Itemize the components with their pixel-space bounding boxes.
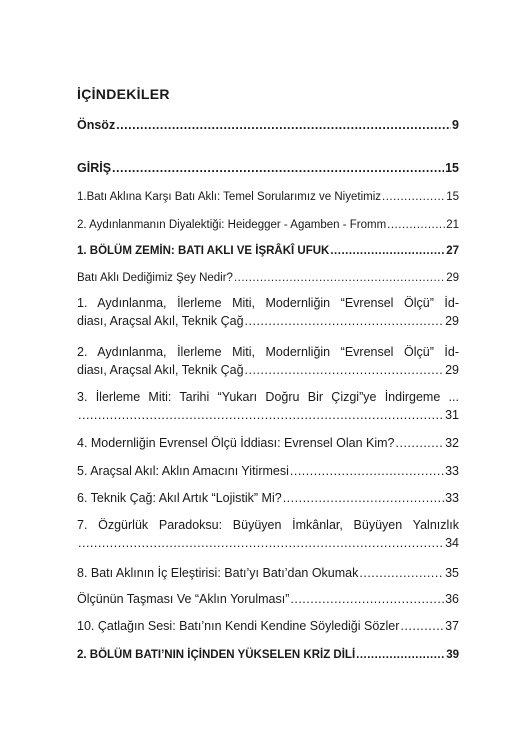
toc-entry (77, 462, 459, 480)
toc-entry-title: Batı Aklı Dediğimiz Şey Nedir? (77, 272, 233, 284)
toc-entry (77, 269, 459, 287)
toc-entry (77, 434, 459, 452)
dot-leader (396, 434, 445, 452)
toc-entry-title: diası, Araçsal Akıl, Teknik Çağ (77, 314, 244, 328)
toc-entry (77, 188, 459, 206)
toc-entry-title: 2. BÖLÜM BATI’NIN İÇİNDEN YÜKSELEN KRİZ DİLİ (77, 649, 356, 661)
toc-entry-title: GİRİŞ (77, 161, 112, 175)
dot-leader (387, 216, 445, 234)
toc-entry-chapter-2 (77, 646, 459, 664)
dot-leader (283, 489, 444, 507)
toc-entry (77, 294, 459, 330)
toc-entry (77, 343, 459, 379)
toc-entry-page: 31 (445, 408, 459, 422)
toc-entry-title: 8. Batı Aklının İç Eleştirisi: Batı’yı Batı’dan Okumak (77, 566, 359, 580)
toc-entry-title: 5. Araçsal Akıl: Aklın Amacını Yitirmesi (77, 464, 289, 478)
toc-entry-giris (77, 159, 459, 177)
dot-leader (245, 361, 445, 379)
toc-entry-title: 1. BÖLÜM ZEMİN: BATI AKLI VE İŞRÂKÎ UFUK (77, 245, 330, 257)
dot-leader (359, 564, 444, 582)
toc-entry-title: 6. Teknik Çağ: Akıl Artık “Lojistik” Mi? (77, 491, 282, 505)
toc-entry-page: 33 (445, 491, 459, 505)
toc-entry (77, 617, 459, 635)
toc-entry (77, 216, 459, 234)
dot-leader (356, 646, 445, 664)
toc-entry-title: Ölçünün Taşması Ve “Aklın Yorulması” (77, 592, 290, 606)
dot-leader (78, 406, 444, 424)
dot-leader (234, 269, 445, 287)
toc-entry-page: 39 (446, 649, 459, 661)
dot-leader (290, 462, 444, 480)
toc-entry (77, 564, 459, 582)
toc-entry-onsoz (77, 116, 459, 134)
toc-entry-page: 37 (445, 619, 459, 633)
toc-entry-page: 27 (446, 245, 459, 257)
toc-entry (77, 489, 459, 507)
toc-entry-page: 9 (452, 118, 459, 132)
toc-entry-page: 35 (445, 566, 459, 580)
toc-entry-title-line1: 3. İlerleme Miti: Tarihi “Yukarı Doğru Bir Çizgi”ye İndirgeme ... (77, 390, 459, 404)
toc-entry-title-line1: 7. Özgürlük Paradoksu: Büyüyen İmkânlar, Büyüyen Yalnızlık (77, 518, 459, 532)
toc-entry-page: 29 (445, 363, 459, 377)
toc-heading: İÇİNDEKİLER (77, 86, 170, 102)
toc-entry-page: 29 (445, 314, 459, 328)
toc-entry-title: 2. Aydınlanmanın Diyalektiği: Heidegger - Agamben - Fromm (77, 219, 387, 231)
dot-leader (290, 590, 444, 608)
toc-entry-title-line1: 1. Aydınlanma, İlerleme Miti, Modernliğin “Evrensel Ölçü” İd- (77, 296, 459, 310)
dot-leader (245, 312, 445, 330)
toc-entry (77, 516, 459, 552)
toc-entry-title: Önsöz (77, 118, 116, 132)
toc-entry-page: 36 (445, 592, 459, 606)
dot-leader (112, 159, 444, 177)
toc-entry-page: 15 (446, 191, 459, 203)
dot-leader (116, 116, 451, 134)
toc-entry-title: diası, Araçsal Akıl, Teknik Çağ (77, 363, 244, 377)
toc-entry-page: 32 (445, 436, 459, 450)
toc-entry-page: 29 (446, 272, 459, 284)
toc-entry-page: 33 (445, 464, 459, 478)
toc-entry-chapter-1 (77, 242, 459, 260)
toc-entry-title-line1: 2. Aydınlanma, İlerleme Miti, Modernliğin “Evrensel Ölçü” İd- (77, 345, 459, 359)
dot-leader (382, 188, 445, 206)
dot-leader (78, 534, 444, 552)
dot-leader (330, 242, 445, 260)
toc-entry-title: 1.Batı Aklına Karşı Batı Aklı: Temel Sorularımız ve Niyetimiz (77, 191, 382, 203)
toc-entry-title: 4. Modernliğin Evrensel Ölçü İddiası: Evrensel Olan Kim? (77, 436, 395, 450)
toc-entry-title: 10. Çatlağın Sesi: Batı’nın Kendi Kendine Söylediği Sözler (77, 619, 400, 633)
toc-entry (77, 590, 459, 608)
toc-entry-page: 21 (446, 219, 459, 231)
toc-entry-page: 15 (445, 161, 459, 175)
toc-entry-page: 34 (445, 536, 459, 550)
dot-leader (400, 617, 444, 635)
toc-entry (77, 388, 459, 424)
